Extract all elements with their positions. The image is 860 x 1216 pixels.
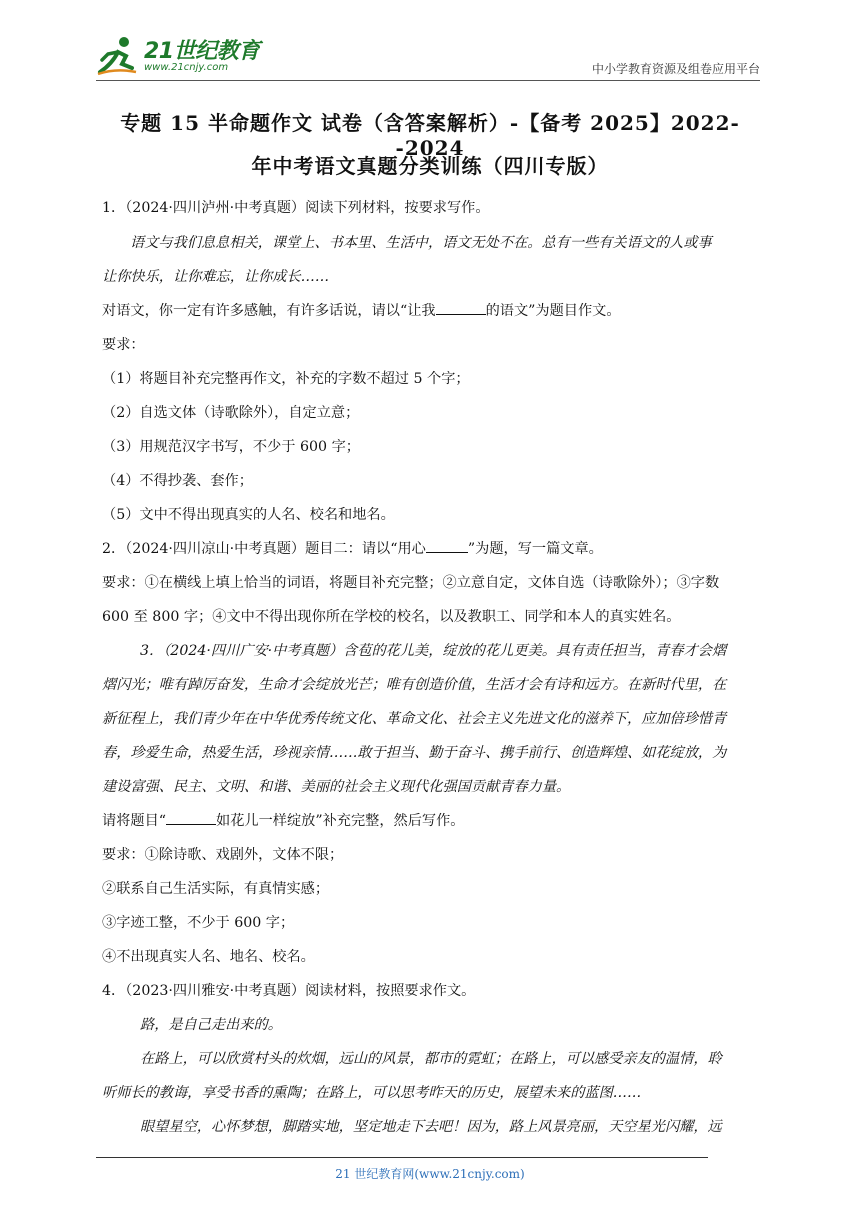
q2-stem: [102, 538, 762, 558]
fill-blank: [166, 810, 216, 825]
logo-url: www.21cnjy.com: [144, 62, 229, 73]
q1-stem: 1．（2024·四川泸州·中考真题）阅读下列材料，按要求写作。: [102, 200, 490, 216]
q4-material-line: 眼望星空，心怀梦想，脚踏实地，坚定地走下去吧！因为，路上风景亮丽，天空星光闪耀，远: [140, 1119, 722, 1135]
q3-requirement: ④不出现真实人名、地名、校名。: [102, 949, 315, 965]
q1-req-label: 要求：: [102, 337, 145, 353]
q4-material-line: 在路上，可以欣赏村头的炊烟，远山的风景，都市的霓虹；在路上，可以感受亲友的温情，聆: [140, 1051, 722, 1067]
q1-requirement: （5）文中不得出现真实的人名、校名和地名。: [102, 507, 395, 523]
q1-material-line: 语文与我们息息相关，课堂上、书本里、生活中，语文无处不在。总有一些有关语文的人或事: [130, 235, 712, 251]
q4-stem: 4．（2023·四川雅安·中考真题）阅读材料，按照要求作文。: [102, 983, 476, 999]
q3-requirement: ③字迹工整，不少于 600 字；: [102, 915, 295, 931]
q1-prompt-b: 的语文”为题目作文。: [485, 303, 621, 319]
fill-blank: [436, 300, 486, 315]
q2-stem-b: ”为题，写一篇文章。: [467, 541, 603, 557]
q3-requirement: 要求：①除诗歌、戏剧外，文体不限；: [102, 847, 344, 863]
fill-blank: [426, 538, 468, 553]
logo: [96, 34, 266, 80]
runner-logo-icon: [96, 34, 140, 78]
q1-material-line: 让你快乐，让你难忘，让你成长……: [102, 269, 330, 285]
document-title-line2: 年中考语文真题分类训练（四川专版）: [251, 154, 609, 178]
q3-prompt: [102, 810, 762, 830]
q3-material-line: 新征程上，我们青少年在中华优秀传统文化、革命文化、社会主义先进文化的滋养下，应加倍珍惜青: [102, 711, 727, 727]
q4-material-line: 路，是自己走出来的。: [140, 1017, 282, 1033]
q1-requirement: （4）不得抄袭、套作；: [102, 473, 253, 489]
q1-prompt-a: 对语文，你一定有许多感触，有许多话说，请以“让我: [102, 303, 436, 319]
platform-label: 中小学教育资源及组卷应用平台: [591, 62, 760, 76]
q1-prompt: [102, 300, 762, 320]
q1-requirement: （2）自选文体（诗歌除外），自定立意；: [102, 405, 360, 421]
logo-text: 21世纪教育: [144, 39, 260, 64]
q2-requirement: 600 至 800 字；④文中不得出现你所在学校的校名，以及教职工、同学和本人的真实姓名。: [102, 609, 681, 625]
q3-requirement: ②联系自己生活实际，有真情实感；: [102, 881, 330, 897]
q2-requirement: 要求：①在横线上填上恰当的词语，将题目补充完整；②立意自定，文体自选（诗歌除外）；③字数: [102, 575, 720, 591]
q2-stem-a: 2．（2024·四川凉山·中考真题）题目二：请以“用心: [102, 541, 426, 557]
q4-material-line: 听师长的教诲，享受书香的熏陶；在路上，可以思考昨天的历史，展望未来的蓝图……: [102, 1085, 642, 1101]
footer-text: 21 世纪教育网(www.21cnjy.com): [335, 1167, 525, 1181]
footer-divider: [96, 1157, 708, 1158]
q3-material-line: 春，珍爱生命，热爱生活，珍视亲情……敢于担当、勤于奋斗、携手前行、创造辉煌、如花绽放，为: [102, 745, 727, 761]
q3-material-line: 熠闪光；唯有踔厉奋发，生命才会绽放光芒；唯有创造价值，生活才会有诗和远方。在新时代里，在: [102, 677, 727, 693]
q3-material-line: 3．（2024·四川广安·中考真题）含苞的花儿美，绽放的花儿更美。具有责任担当，青春才会熠: [140, 643, 727, 659]
header-divider: [96, 80, 760, 81]
q3-prompt-a: 请将题目“: [102, 813, 167, 829]
q3-material-line: 建设富强、民主、文明、和谐、美丽的社会主义现代化强国贡献青春力量。: [102, 779, 571, 795]
document-title-line1: 专题 15 半命题作文 试卷（含答案解析）-【备考 2025】2022--2024: [120, 111, 740, 160]
q3-prompt-b: 如花儿一样绽放”补充完整，然后写作。: [216, 813, 465, 829]
page-header: [96, 30, 760, 82]
q1-requirement: （3）用规范汉字书写，不少于 600 字；: [102, 439, 360, 455]
q1-requirement: （1）将题目补充完整再作文，补充的字数不超过 5 个字；: [102, 371, 470, 387]
